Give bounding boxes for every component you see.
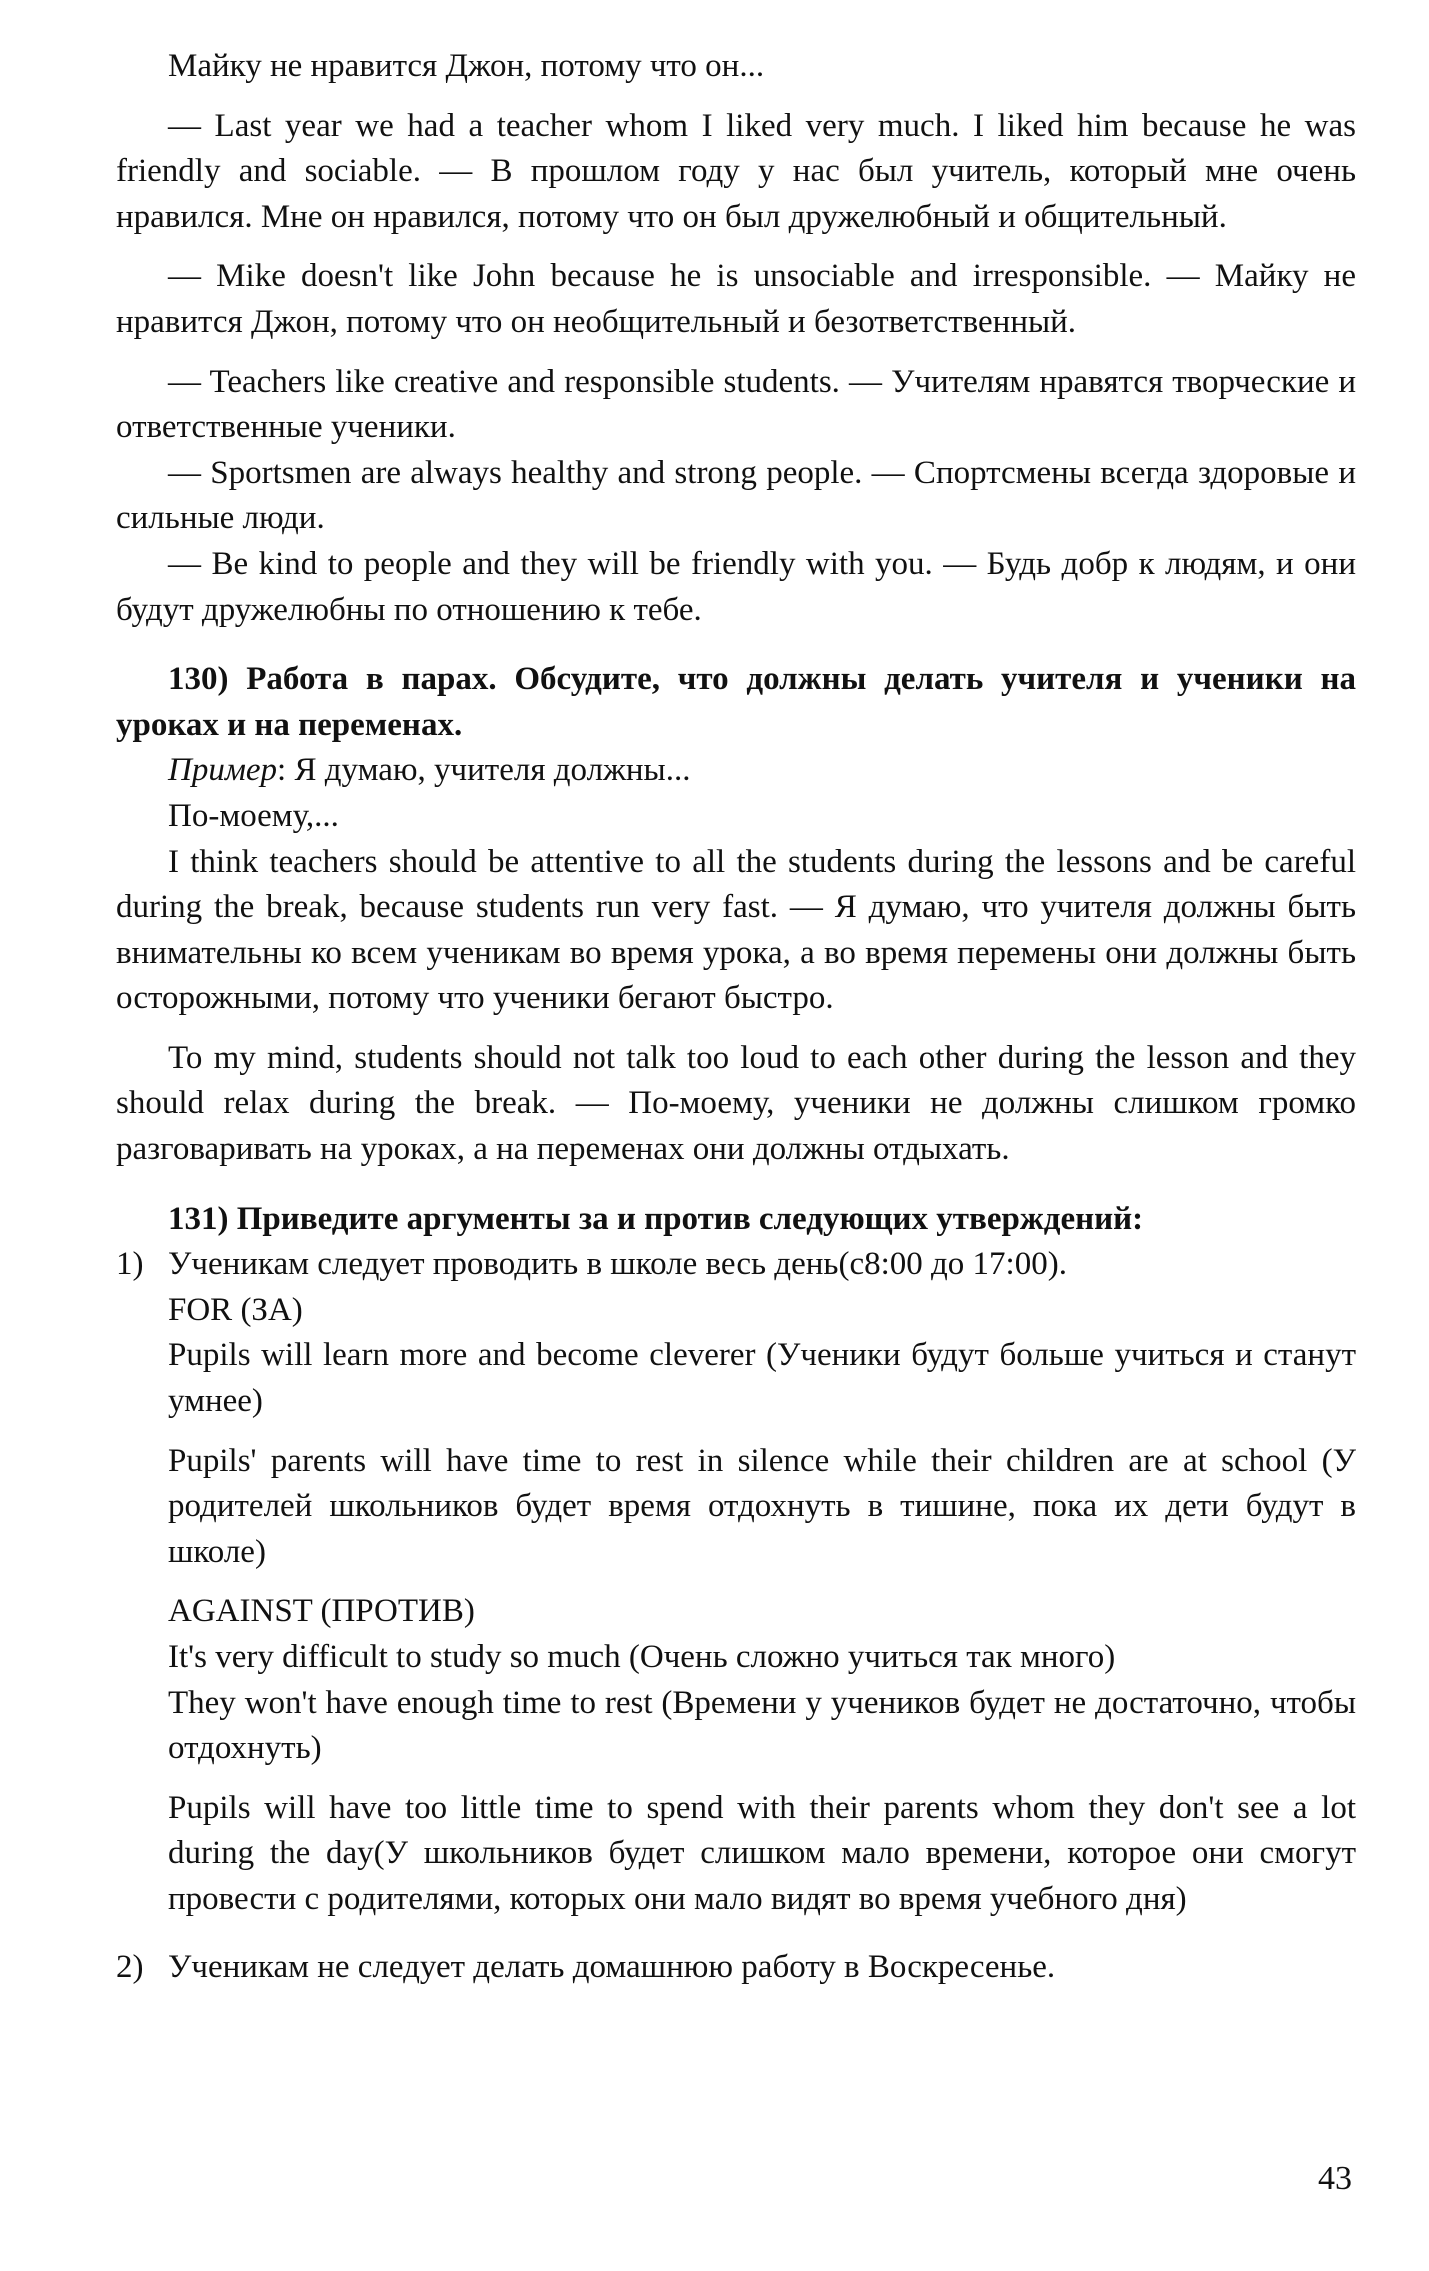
argument: It's very difficult to study so much (Очень сложно учиться так много) (168, 1639, 1116, 1675)
argument: Pupils' parents will have time to rest in silence while their children are at school (У родителей школьников будет время отдохнуть в тишине, пока их дети будут в школе) (168, 1442, 1356, 1570)
against-label: AGAINST (ПРОТИВ) (168, 1593, 475, 1630)
exercise-130-heading: 130) Работа в парах. Обсудите, что должны делать учителя и ученики на уроках и на переменах. (116, 661, 1356, 743)
paragraph: — Sportsmen are always healthy and strong people. — Спортсмены всегда здоровые и сильные люди. (116, 454, 1356, 537)
paragraph: I think teachers should be attentive to all the students during the lessons and be careful during the break, because students run very fast. — Я думаю, что учителя должны быть внимательны ко всем ученикам во время урока, а во время перемены они должны быть осторожными, потому что ученики бегают быстро. (116, 843, 1356, 1017)
paragraph: По-моему,... (168, 797, 339, 834)
list-item (116, 1945, 1356, 1991)
paragraph: — Mike doesn't like John because he is unsociable and irresponsible. — Майку не нравится Джон, потому что он необщительный и безответственный. (116, 258, 1356, 340)
example-line (116, 748, 1356, 794)
paragraph: To my mind, students should not talk too loud to each other during the lesson and they should relax during the break. — По-моему, ученики не должны слишком громко разговаривать на уроках, а на переменах они должны отдыхать. (116, 1039, 1356, 1168)
list-text: Ученикам следует проводить в школе весь день(с8:00 до 17:00). (168, 1246, 1067, 1283)
argument: Pupils will have too little time to spend with their parents whom they don't see a lot during the day(У школьников будет слишком мало времени, которое они смогут провести с родителями, которых они мало видят во время учебного дня) (168, 1789, 1356, 1917)
example-text: : Я думаю, учителя должны... (277, 752, 691, 789)
example-label: Пример (168, 752, 278, 789)
for-label: FOR (ЗА) (168, 1291, 303, 1328)
exercise-131-heading: 131) Приведите аргументы за и против следующих утверждений: (168, 1200, 1144, 1237)
argument: Pupils will learn more and become cleverer (Ученики будут больше учиться и станут умнее) (168, 1337, 1356, 1420)
paragraph: Майку не нравится Джон, потому что он... (168, 48, 765, 84)
list-number: 2) (116, 1948, 144, 1985)
list-item (116, 1242, 1356, 1288)
document-page (116, 44, 1356, 1990)
page-number: 43 (1318, 2160, 1352, 2197)
paragraph: — Teachers like creative and responsible students. — Учителям нравятся творческие и ответственные ученики. (116, 363, 1356, 446)
argument: They won't have enough time to rest (Времени у учеников будет не достаточно, чтобы отдохнуть) (168, 1684, 1356, 1767)
paragraph: — Be kind to people and they will be friendly with you. — Будь добр к людям, и они будут дружелюбны по отношению к тебе. (116, 545, 1356, 628)
paragraph: — Last year we had a teacher whom I liked very much. I liked him because he was friendly and sociable. — В прошлом году у нас был учитель, который мне очень нравился. Мне он нравился, потому что он был дружелюбный и общительный. (116, 107, 1356, 235)
list-number: 1) (116, 1246, 144, 1283)
list-text: Ученикам не следует делать домашнюю работу в Воскресенье. (168, 1948, 1056, 1985)
